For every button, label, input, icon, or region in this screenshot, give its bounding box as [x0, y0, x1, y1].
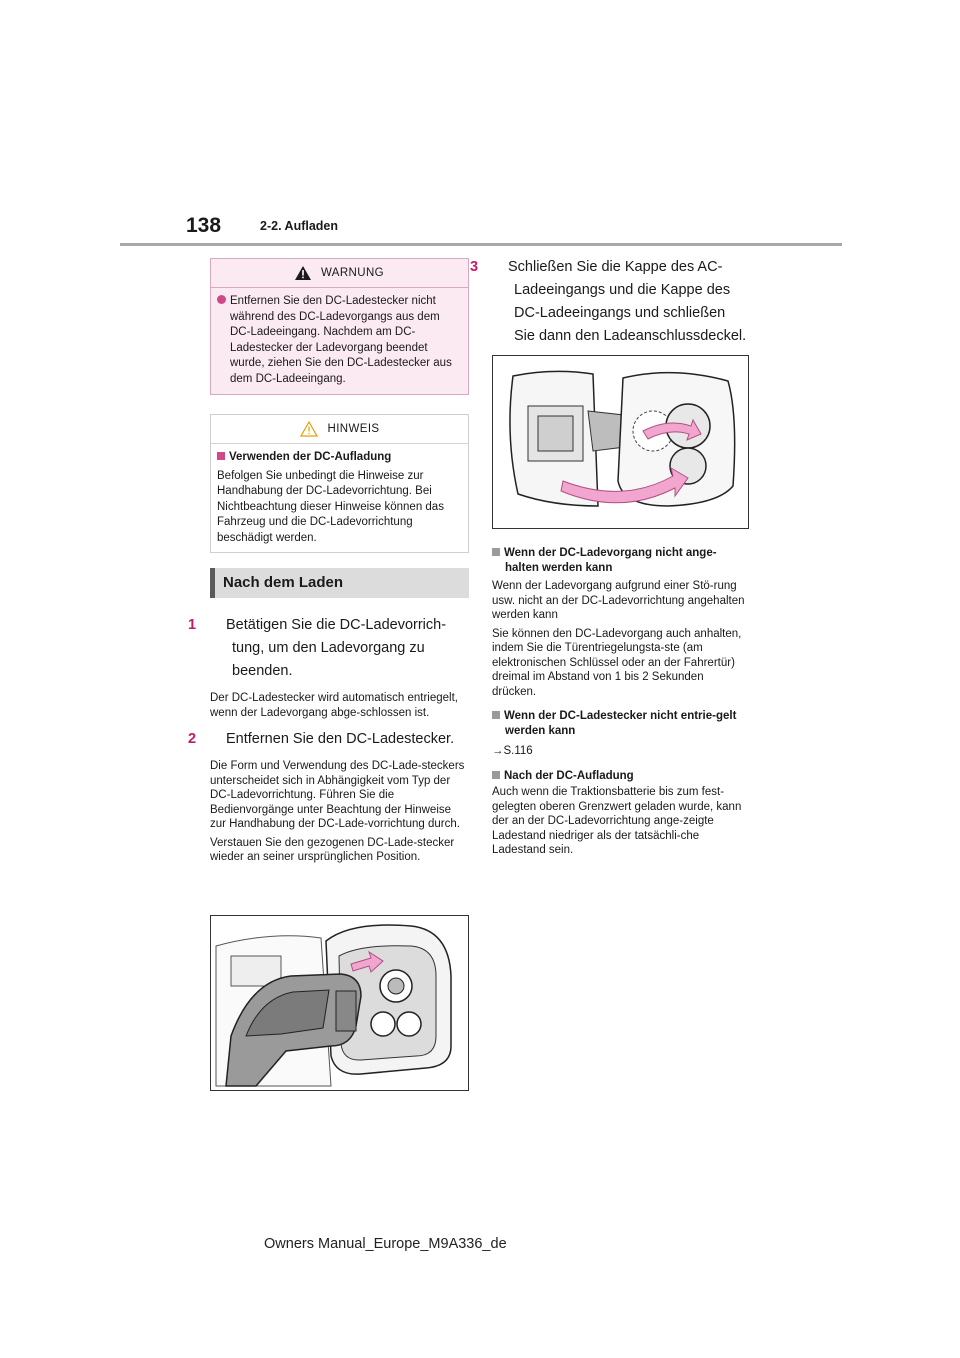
info-title — [492, 709, 750, 738]
info-paragraph: Auch wenn die Traktionsbatterie bis zum fest-gelegten oberen Grenzwert geladen wurde, kann der an der DC-Ladevorrichtung ange-zeigte Ladestand niedriger als der tatsächli-che Ladestand sein. — [492, 786, 742, 856]
warning-box — [210, 258, 469, 395]
step-text: Betätigen Sie die DC-Ladevorrich-tung, um den Ladevorgang zu beenden. — [226, 617, 447, 679]
header-rule — [120, 243, 842, 246]
step-3 — [470, 256, 750, 348]
step-3-block — [470, 256, 750, 348]
section-heading: Nach dem Laden — [210, 568, 469, 598]
warning-triangle-icon — [295, 266, 311, 280]
step-1 — [188, 614, 469, 683]
note-box-title: HINWEIS — [327, 423, 380, 435]
warning-box-body — [211, 288, 468, 387]
warning-box-header — [211, 259, 468, 288]
step-2 — [188, 728, 469, 751]
step-text: Entfernen Sie den DC-Ladestecker. — [226, 731, 455, 747]
step-detail: Verstauen Sie den gezogenen DC-Lade-stecker wieder an seiner ursprünglichen Position. — [210, 836, 455, 863]
step-number: 1 — [188, 617, 197, 633]
square-bullet-icon — [492, 711, 500, 719]
page-number: 138 — [186, 214, 222, 237]
figure-dc-plug — [210, 915, 469, 1091]
note-subtitle — [217, 450, 462, 465]
info-paragraph: Wenn der Ladevorgang aufgrund einer Stö-rung usw. nicht an der DC-Ladevorrichtung angehalten werden kann — [492, 580, 745, 621]
note-box-header — [211, 415, 468, 444]
figure-closing-caps — [492, 355, 749, 529]
info-title-text: Nach der DC-Aufladung — [504, 769, 634, 782]
note-box-body — [211, 444, 468, 546]
square-bullet-icon — [217, 452, 225, 460]
note-box — [210, 414, 469, 553]
info-title — [492, 769, 750, 784]
step-text: Schließen Sie die Kappe des AC-Ladeeingangs und die Kappe des DC-Ladeeingangs und schließen Sie dann den Ladeanschlussdeckel. — [508, 259, 747, 344]
caution-triangle-icon — [300, 421, 318, 437]
dc-plug-illustration — [211, 916, 468, 1090]
step-detail: Der DC-Ladestecker wird automatisch entriegelt, wenn der Ladevorgang abge-schlossen ist. — [210, 692, 458, 719]
note-text: Befolgen Sie unbedingt die Hinweise zur Handhabung der DC-Ladevorrichtung. Bei Nichtbeachtung dieser Hinweise können das Fahrzeug und die DC-Ladevorrichtung beschädigt werden. — [217, 469, 444, 544]
step-list-left — [188, 614, 469, 865]
charging-port-lid-illustration — [493, 356, 748, 528]
step-detail: Die Form und Verwendung des DC-Lade-steckers unterscheidet sich in Abhängigkeit vom Typ der DC-Ladevorrichtung. Führen Sie die Bedienvorgänge unter Beachtung der Hinweise zur Handhabung der DC-Lade-vorrichtung durch. — [210, 760, 465, 830]
warning-item — [217, 294, 462, 387]
footer-text: Owners Manual_Europe_M9A336_de — [264, 1236, 507, 1252]
pink-bullet-icon — [217, 295, 226, 304]
info-list — [492, 546, 750, 858]
info-title-text: Wenn der DC-Ladevorgang nicht ange-halten werden kann — [504, 547, 717, 574]
warning-box-title: WARNUNG — [320, 267, 385, 279]
warning-item-text: Entfernen Sie den DC-Ladestecker nicht während des DC-Ladevorgangs aus dem DC-Ladeeingang. Nachdem am DC-Ladestecker der Ladevorgang beendet wurde, ziehen Sie den DC-Ladestecker aus dem DC-Ladeeingang. — [230, 295, 452, 385]
square-bullet-icon — [492, 771, 500, 779]
section-label: 2-2. Aufladen — [260, 219, 339, 233]
step-number: 3 — [470, 259, 479, 275]
info-title-text: Wenn der DC-Ladestecker nicht entrie-gelt werden kann — [504, 710, 737, 737]
note-subtitle-text: Verwenden der DC-Aufladung — [229, 451, 392, 463]
info-paragraph: Sie können den DC-Ladevorgang auch anhalten, indem Sie die Türentriegelungsta-ste (am elektronischen Schlüssel oder an der Fahrertür) dreimal im Abstand von 1 bis 2 Sekunden drücken. — [492, 627, 742, 698]
step-number: 2 — [188, 731, 197, 747]
info-title — [492, 546, 750, 575]
page-reference-link[interactable]: →S.116 — [492, 745, 533, 757]
square-bullet-icon — [492, 548, 500, 556]
